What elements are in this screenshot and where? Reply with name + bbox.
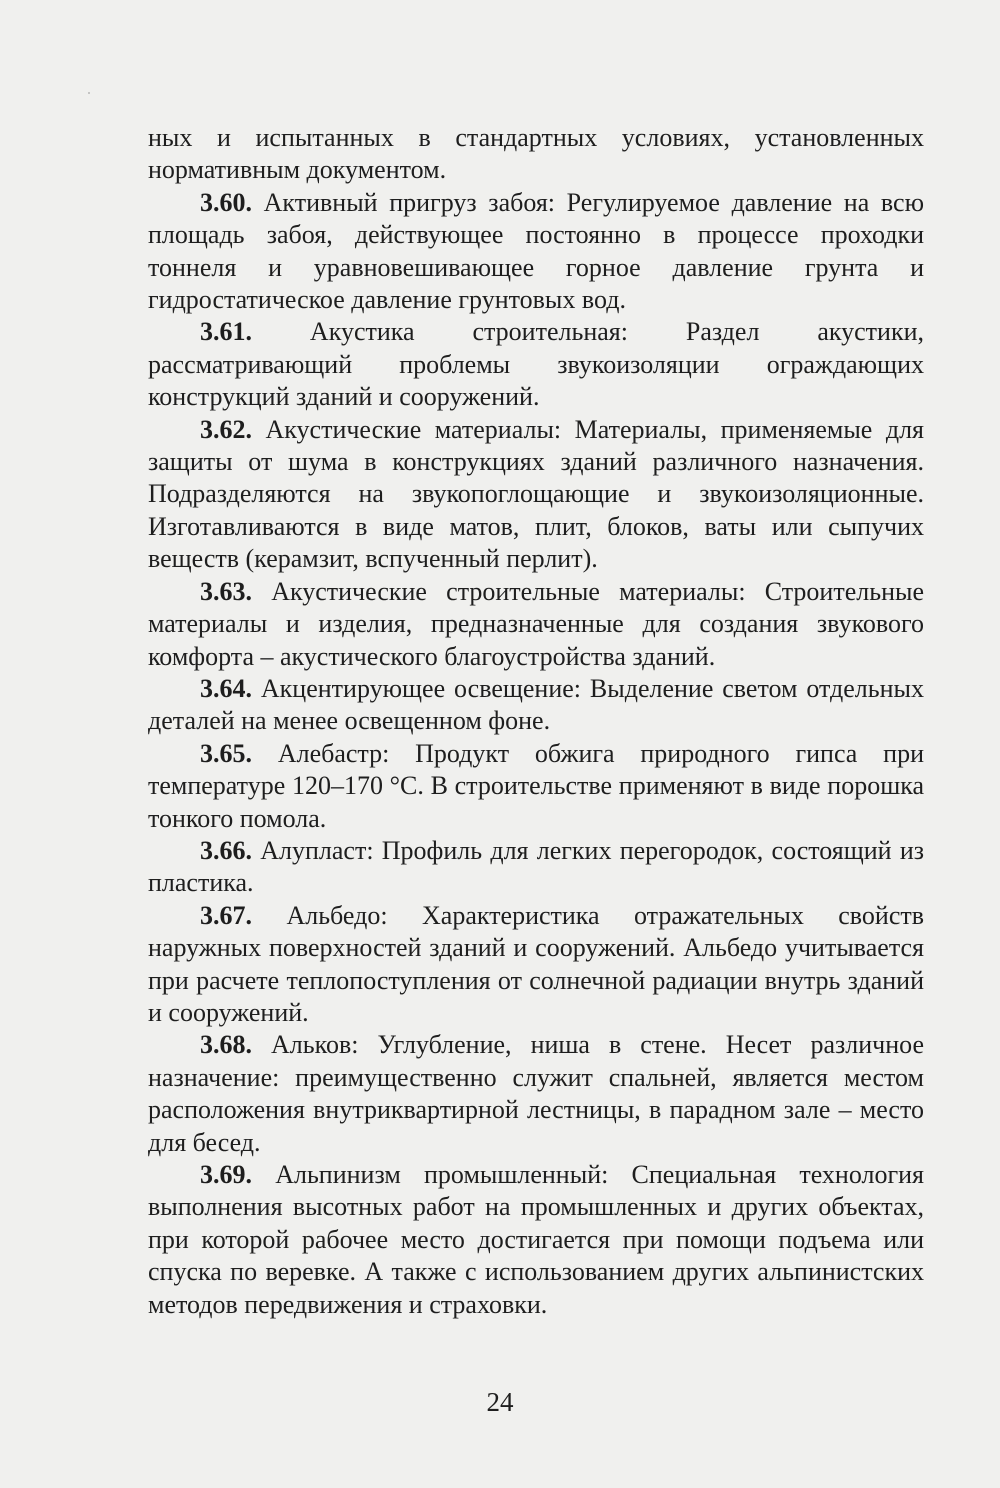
- entry-text: Активный пригруз забоя: Регулируемое давление на всю площадь забоя, действующее постоянно в процессе проходки тоннеля и уравновешивающее горное давление грунта и гидростатическое давление грунтовых вод.: [148, 187, 925, 315]
- entry-text: Альков: Углубление, ниша в стене. Несет различное назначение: преимущественно служит спальней, является местом расположения внутриквартирной лестницы, в парадном зале – место для бесед.: [148, 1030, 924, 1157]
- entry-text: Акустика строительная: Раздел акустики, рассматривающий проблемы звукоизоляции ограждающих конструкций зданий и сооружений.: [148, 317, 925, 412]
- entry-number: 3.62.: [200, 414, 252, 444]
- entry-number: 3.61.: [200, 317, 252, 347]
- entry-3-65: [148, 738, 924, 835]
- entry-number: 3.69.: [200, 1160, 252, 1189]
- entry-number: 3.66.: [200, 835, 252, 865]
- entry-text: Алупласт: Профиль для легких перегородок, состоящий из пластика.: [148, 835, 925, 898]
- entry-text: Альбедо: Характеристика отражательных свойств наружных поверхностей зданий и сооружений. Альбедо учитывается при расчете теплопоступления от солнечной радиации внутрь зданий и сооружений.: [148, 900, 924, 1027]
- entry-3-68: [148, 1029, 924, 1159]
- entry-text: Акустические материалы: Материалы, применяемые для защиты от шума в конструкциях зданий различного назначения. Подразделяются на звукопоглощающие и звукоизоляционные. Изготавливаются в виде матов, плит, блоков, ваты или сыпучих веществ (керамзит, вспученный перлит).: [148, 414, 925, 574]
- entry-3-64: [148, 673, 924, 738]
- entry-number: 3.64.: [200, 673, 252, 703]
- text-body: [148, 122, 924, 1321]
- entry-3-62: [148, 414, 924, 576]
- entry-3-69: [148, 1159, 924, 1321]
- entry-number: 3.68.: [200, 1030, 252, 1060]
- entry-3-60: [148, 187, 924, 317]
- entry-3-66: [148, 835, 924, 900]
- entry-text: Альпинизм промышленный: Специальная технология выполнения высотных работ на промышленных и других объектах, при которой рабочее место достигается при помощи подъема или спуска по веревке. А также с использованием других альпинистских методов передвижения и страховки.: [148, 1160, 924, 1319]
- page-number: 24: [486, 1387, 514, 1417]
- entry-3-63: [148, 576, 924, 673]
- entry-text: Акустические строительные материалы: Строительные материалы и изделия, предназначенные для создания звукового комфорта – акустического благоустройства зданий.: [148, 576, 924, 671]
- continuation-paragraph: ных и испытанных в стандартных условиях, установленных нормативным документом.: [148, 123, 924, 185]
- entry-3-61: [148, 316, 924, 413]
- entry-number: 3.65.: [200, 738, 252, 768]
- scan-speck: [88, 92, 90, 94]
- entry-text: Акцентирующее освещение: Выделение светом отдельных деталей на менее освещенном фоне.: [148, 673, 924, 736]
- entry-number: 3.63.: [200, 576, 252, 606]
- entry-number: 3.60.: [200, 187, 252, 217]
- entry-text: Алебастр: Продукт обжига природного гипса при температуре 120–170 °С. В строительстве применяют в виде порошка тонкого помола.: [148, 738, 924, 833]
- entry-3-67: [148, 900, 924, 1030]
- entry-number: 3.67.: [200, 900, 252, 930]
